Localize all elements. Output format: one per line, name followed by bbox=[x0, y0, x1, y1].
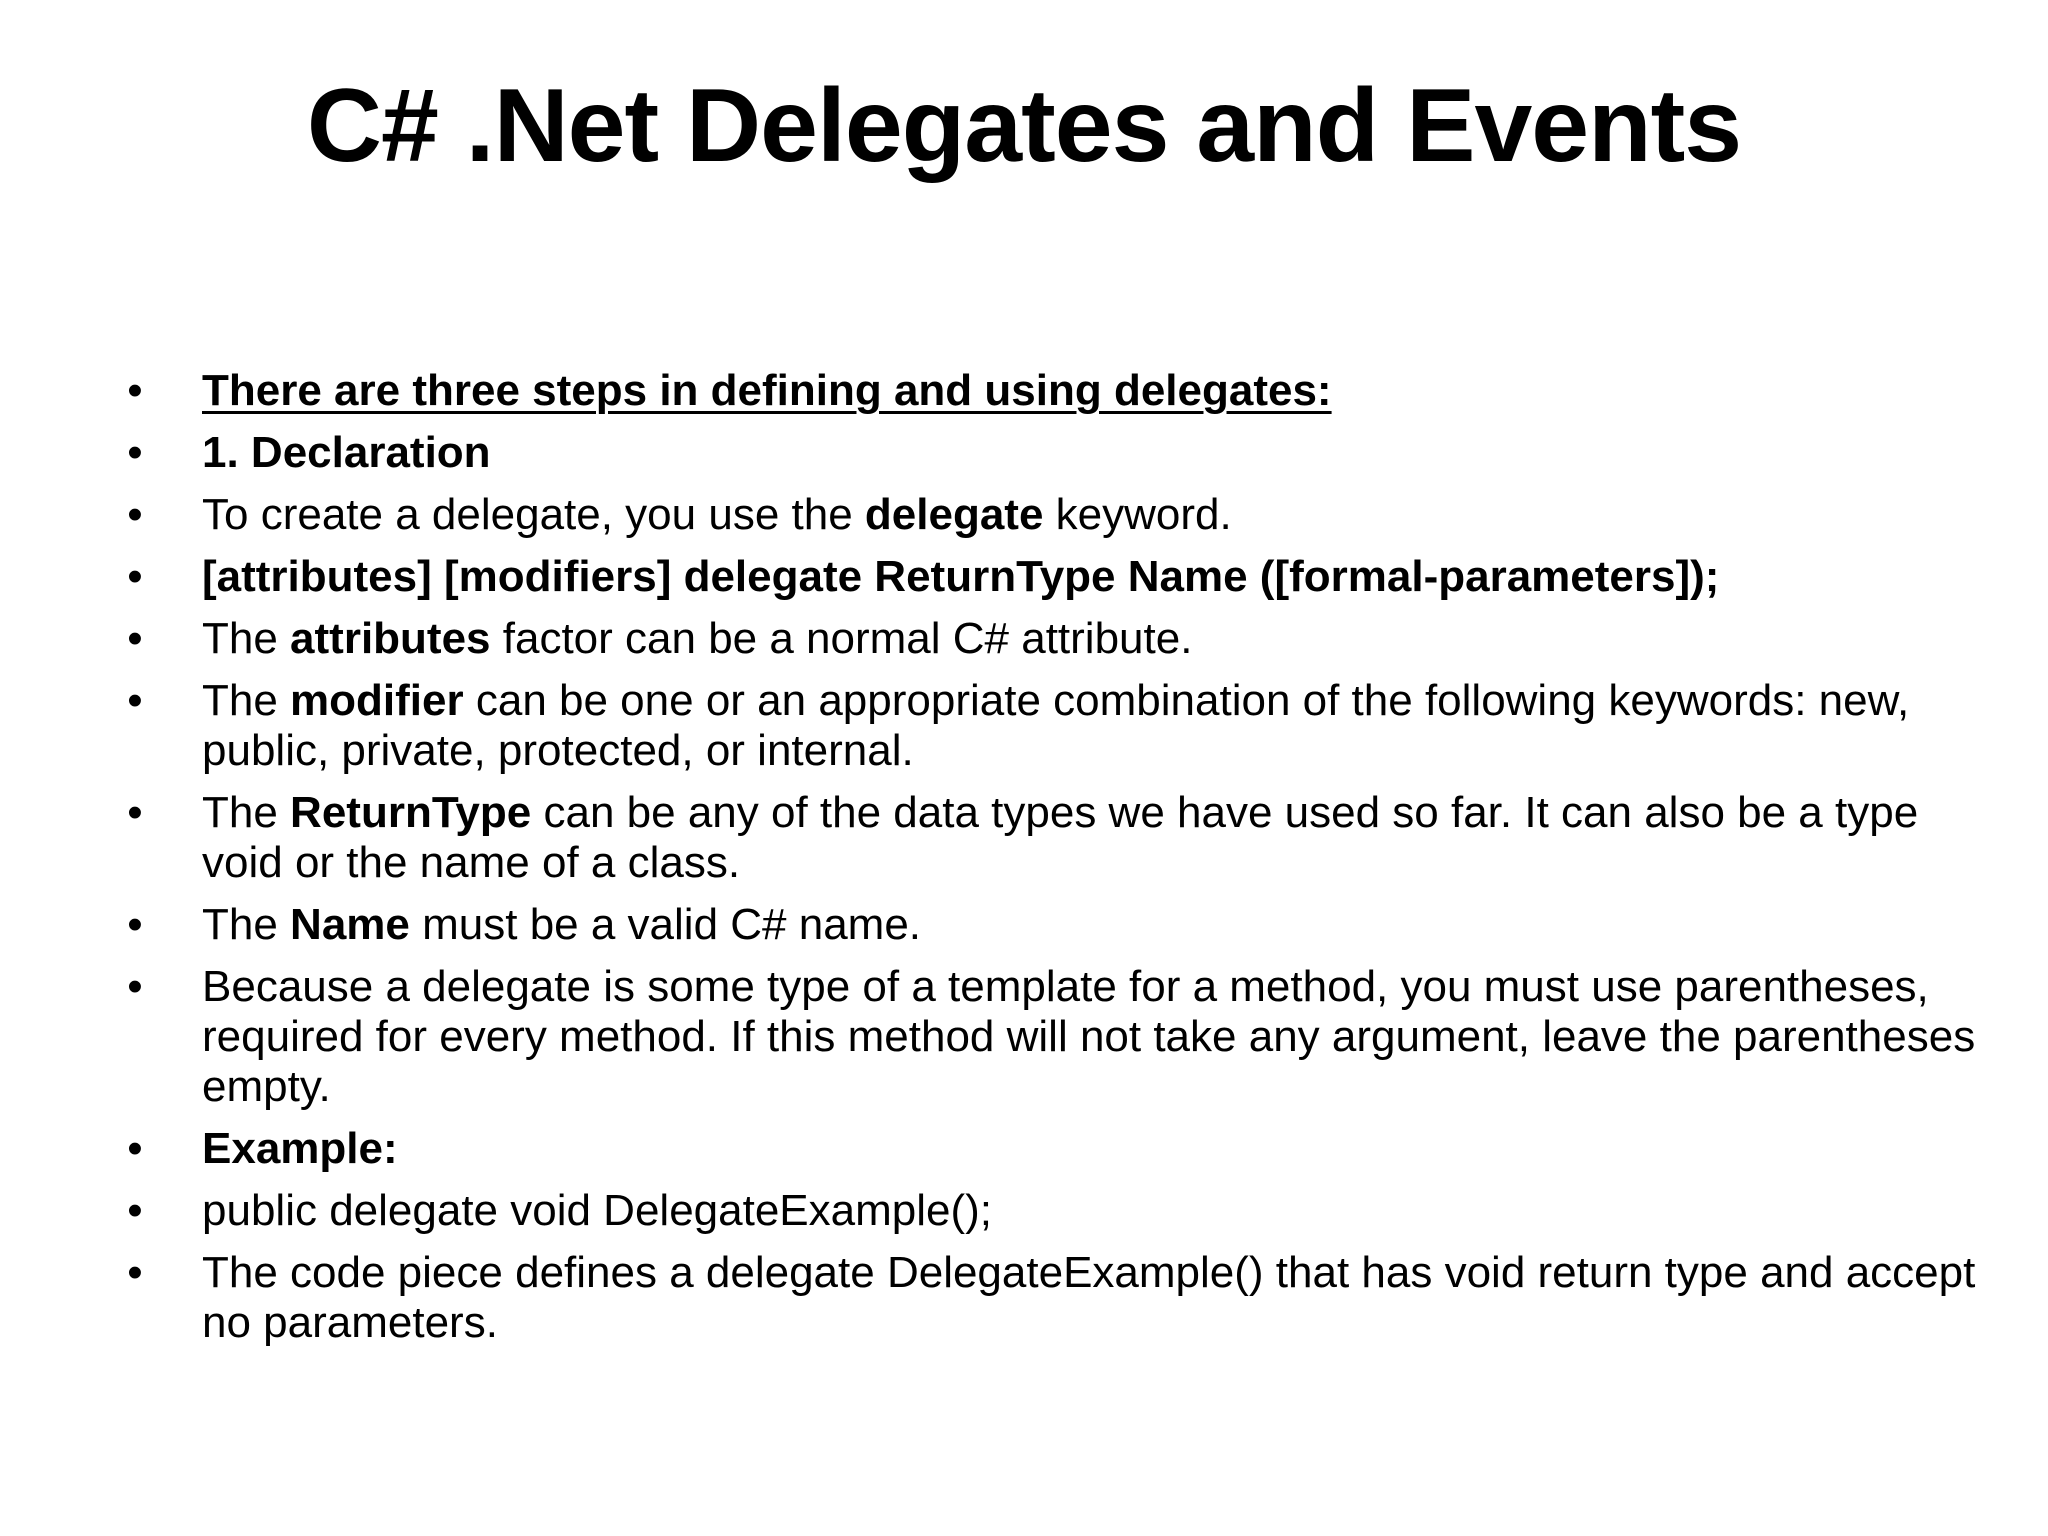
bullet-text: The bbox=[202, 614, 291, 663]
code-text: public delegate void DelegateExample(); bbox=[202, 1186, 993, 1235]
bullet-item bbox=[120, 1248, 1980, 1348]
bullet-text: 1. Declaration bbox=[202, 428, 491, 477]
bullet-item bbox=[120, 900, 1980, 950]
bullet-item bbox=[120, 490, 1980, 540]
bullet-icon: • bbox=[127, 1186, 143, 1235]
bullet-text: keyword. bbox=[1043, 490, 1232, 539]
bullet-icon: • bbox=[127, 900, 143, 949]
bullet-text: can be one or an appropriate combination of the following keywords: new, public, private, protected, or internal. bbox=[202, 676, 1910, 775]
bullet-item bbox=[120, 366, 1980, 416]
bullet-item bbox=[120, 614, 1980, 664]
bullet-text: The bbox=[202, 676, 291, 725]
keyword-text: ReturnType bbox=[290, 788, 532, 837]
bullet-icon: • bbox=[127, 962, 143, 1011]
bullet-text: factor can be a normal C# attribute. bbox=[490, 614, 1193, 663]
bullet-item bbox=[120, 1124, 1980, 1174]
bullet-icon: • bbox=[127, 552, 143, 601]
bullet-text: The bbox=[202, 788, 291, 837]
keyword-text: attributes bbox=[290, 614, 491, 663]
keyword-text: Name bbox=[290, 900, 410, 949]
bullet-item bbox=[120, 428, 1980, 478]
keyword-text: delegate bbox=[864, 490, 1044, 539]
bullet-text: To create a delegate, you use the bbox=[202, 490, 865, 539]
syntax-text: [attributes] [modifiers] delegate ReturnType Name ([formal-parameters]); bbox=[202, 552, 1720, 601]
bullet-icon: • bbox=[127, 490, 143, 539]
bullet-icon: • bbox=[127, 676, 143, 725]
bullet-item bbox=[120, 962, 1980, 1112]
bullet-item bbox=[120, 1186, 1980, 1236]
bullet-list bbox=[120, 366, 1980, 1360]
bullet-item bbox=[120, 552, 1980, 602]
slide-title: C# .Net Delegates and Events bbox=[306, 68, 1742, 184]
bullet-icon: • bbox=[127, 366, 143, 415]
bullet-text: Because a delegate is some type of a template for a method, you must use parentheses, required for every method. If this method will not take any argument, leave the parentheses empty. bbox=[202, 962, 1976, 1111]
bullet-item bbox=[120, 676, 1980, 776]
bullet-text: The code piece defines a delegate DelegateExample() that has void return type and accept no parameters. bbox=[202, 1248, 1976, 1347]
bullet-text: The bbox=[202, 900, 291, 949]
keyword-text: modifier bbox=[290, 676, 464, 725]
bullet-text: must be a valid C# name. bbox=[409, 900, 922, 949]
bullet-item bbox=[120, 788, 1980, 888]
bullet-icon: • bbox=[127, 1124, 143, 1173]
bullet-icon: • bbox=[127, 1248, 143, 1297]
bullet-text: There are three steps in defining and using delegates: bbox=[202, 366, 1332, 415]
bullet-text: Example: bbox=[202, 1124, 398, 1173]
bullet-icon: • bbox=[127, 614, 143, 663]
bullet-icon: • bbox=[127, 428, 143, 477]
bullet-text: can be any of the data types we have used so far. It can also be a type void or the name of a class. bbox=[202, 788, 1919, 887]
bullet-icon: • bbox=[127, 788, 143, 837]
